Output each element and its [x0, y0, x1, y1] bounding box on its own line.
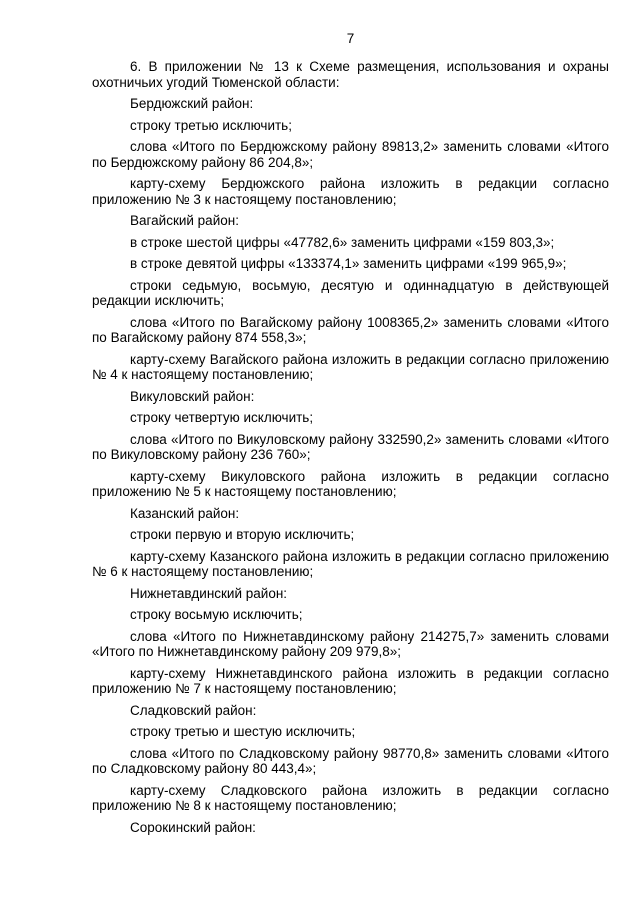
district-heading-sladkovsky: Сладковский район: [130, 702, 257, 718]
paragraph: в строке девятой цифры «133374,1» заменить цифрами «199 965,9»; [130, 256, 567, 271]
paragraph: строки первую и вторую исключить; [130, 527, 355, 542]
paragraph: карту-схему Сладковского района изложить в редакции согласно приложению № 8 к настоящему постановлению; [92, 782, 609, 813]
paragraph-intro: 6. В приложении № 13 к Схеме размещения, использования и охраны охотничьих угодий Тюменской области: [92, 59, 609, 90]
district-heading-berdyuzhsky: Бердюжский район: [130, 96, 254, 111]
paragraph: карту-схему Вагайского района изложить в редакции согласно приложению № 4 к настоящему постановлению; [92, 351, 609, 382]
paragraph: карту-схему Викуловского района изложить в редакции согласно приложению № 5 к настоящему постановлению; [92, 468, 609, 499]
paragraph: карту-схему Нижнетавдинского района изложить в редакции согласно приложению № 7 к настоящему постановлению; [92, 665, 609, 696]
paragraph: слова «Итого по Вагайскому району 1008365,2» заменить словами «Итого по Вагайскому району 874 558,3»; [92, 314, 609, 345]
paragraph: строку восьмую исключить; [130, 607, 303, 622]
page-number: 7 [346, 31, 355, 46]
district-heading-vikulovsky: Викуловский район: [130, 388, 255, 404]
paragraph: в строке шестой цифры «47782,6» заменить цифрами «159 803,3»; [130, 234, 555, 250]
paragraph: строки седьмую, восьмую, десятую и одиннадцатую в действующей редакции исключить; [92, 277, 609, 308]
paragraph: слова «Итого по Сладковскому району 98770,8» заменить словами «Итого по Сладковскому району 80 443,4»; [92, 745, 609, 776]
district-heading-sorokinsky: Сорокинский район: [130, 819, 256, 835]
paragraph: слова «Итого по Бердюжскому району 89813,2» заменить словами «Итого по Бердюжскому району 86 204,8»; [92, 139, 609, 170]
district-heading-kazansky: Казанский район: [130, 505, 240, 521]
paragraph: карту-схему Бердюжского района изложить в редакции согласно приложению № 3 к настоящему постановлению; [92, 176, 609, 207]
paragraph: строку третью исключить; [130, 117, 292, 133]
paragraph: строку третью и шестую исключить; [130, 724, 356, 739]
paragraph: строку четвертую исключить; [130, 410, 314, 425]
paragraph: карту-схему Казанского района изложить в редакции согласно приложению № 6 к настоящему постановлению; [92, 548, 609, 579]
document-body [92, 59, 609, 841]
district-heading-vagaysky: Вагайский район: [130, 213, 239, 228]
paragraph: слова «Итого по Викуловскому району 332590,2» заменить словами «Итого по Викуловскому району 236 760»; [92, 431, 609, 462]
paragraph: слова «Итого по Нижнетавдинскому району 214275,7» заменить словами «Итого по Нижнетавдинскому району 209 979,8»; [92, 628, 609, 659]
district-heading-nizhnetavdinsky: Нижнетавдинский район: [130, 585, 288, 601]
